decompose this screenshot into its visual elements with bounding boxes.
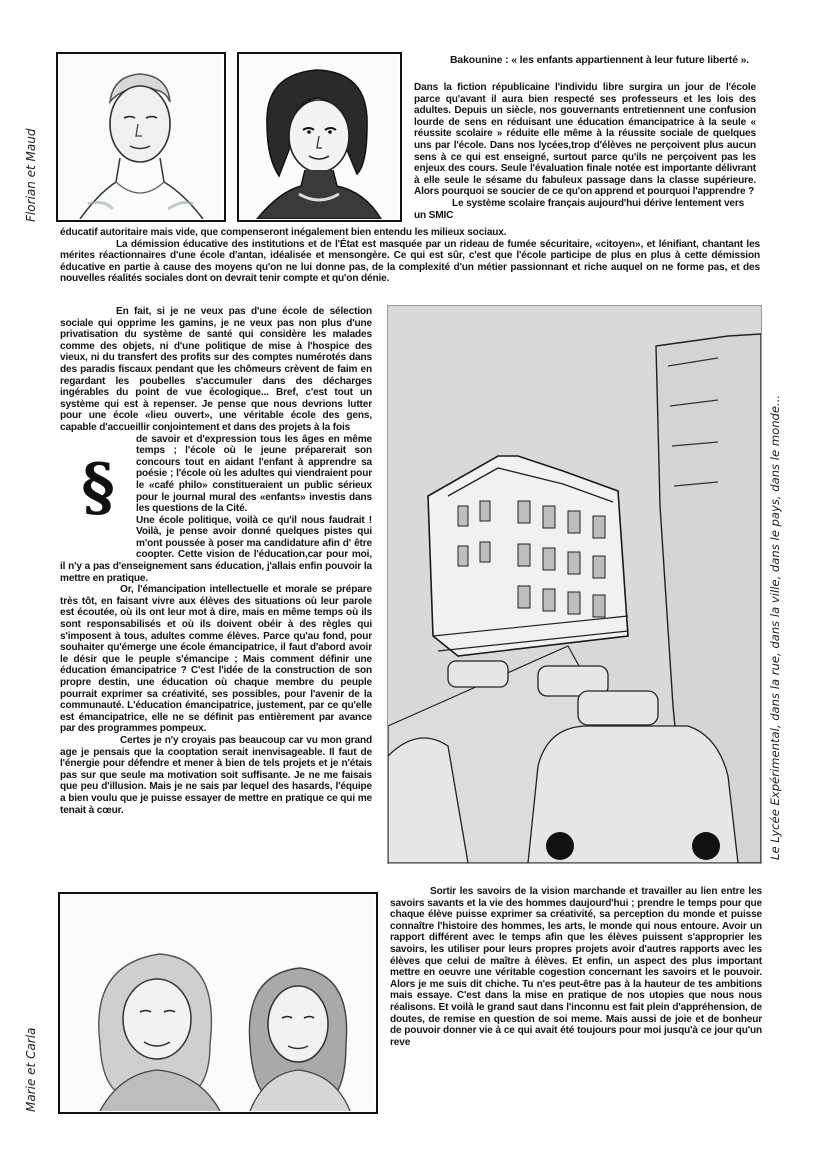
paragraph-ecole-politique: Une école politique, voilà ce qu'il nous faudrait ! Voilà, je pense avoir donné quelques pistes qui m'ont poussée à poser ma candidature afin d' être coopter. Cette vision de l'éducation,car pour moi, il n'y a pas d'enseignement sans éducation, j'allais enfin pouvoir la mettre en pratique. [60,514,372,584]
paragraph-sortir: Sortir les savoirs de la vision marchande et travailler au lien entre les savoirs savants et la vie des hommes daujourd'hui ; prendre le temps pour que chaque élève puisse exprimer sa créativité, sa perception du monde et puisse connaître l'histoire des hommes, les arts, le monde qui nous entoure. Avoir un rapport différent avec le temps afin que les élèves puissent s'approprier les savoirs, les utiliser pour leurs propres projets avoir d'autres rapports avec les élèves que celui de maître à élèves. Et enfin, un aspect des plus important mettre en oeuvre une véritable cogestion concernant les savoirs et le pouvoir. Alors je me suis dit chiche. Tu n'es peut-être pas à la hauteur de tes ambitions mais essaye. C'est dans la mise en pratique de nos utopies que nous nous réalisons. Et voilà le grand saut dans l'inconnu est fait plein d'appréhension, de doutes, de remise en question de soi meme. Mais aussi de joie et de bonheur de pouvoir donner vie à ce qui avait été toujours pour moi jusqu'à ce jour qu'un reve [390,886,762,1048]
portrait-florian [56,52,226,222]
paragraph-savoir: de savoir et d'expression tous les âges en même temps ; l'école où le jeune préparerait son concours tout en aidant l'enfant à apprendre sa poésie ; l'école où les adultes qui viendraient pour le «café philo» constitueraient un public sérieux pour le journal mural des «enfants» investis dans les questions de la Cité. [136,433,372,515]
text-block-wide [60,227,760,285]
text-block-bottom [390,886,762,1048]
paragraph-demission: La démission éducative des institutions et de l'État est masquée par un rideau de fumée sécuritaire, «citoyen», et lénifiant, chantant les mérites réactionnaires d'une école d'antan, idéalisée et mensongère. Ce qui est sûr, c'est que l'école participe de plus en plus à cette démission éducative en partie à cause des moyens qu'on ne lui donne pas, de la complexité d'un métier passionnant et riche auquel on ne forme pas, et des nouvelles réalités sociales dont on devrait tenir compte et qu'on dénie. [60,238,760,285]
portrait-florian-drawing [58,54,223,219]
text-block-top [414,82,756,221]
section-mark-icon: § [81,449,115,525]
paragraph-systeme: Le système scolaire français aujourd'hui dérive lentement vers un SMIC [414,197,745,221]
portrait-maud [237,52,402,222]
quote-text: : « les enfants appartiennent à leur future liberté ». [502,54,750,66]
paragraph-fiction: Dans la fiction républicaine l'individu libre surgira un jour de l'école parce qu'avant il aura bien respecté ses professeurs et les lois des adultes. Depuis un siècle, nos gouvernants entretiennent une confusion lourde de sens en réduisant une éducation émancipatrice à la seule « réussite scolaire » réduite elle même à la réussite sociale de quelques uns par l'école. Dans nos lycées,trop d'élèves ne perçoivent plus aucun sens à ce qui est enseigné, surtout parce qu'ils ne perçoivent pas les enjeux des cours. Seule l'évaluation finale notée est importante délivrant à elle seule le sésame du fabuleux passage dans la classe supérieure. Alors pourquoi se soucier de ce qu'on apprend et pourquoi l'apprendre ? [414,82,756,198]
quote-line [450,55,760,67]
portrait-marie-carla-drawing [60,894,375,1111]
text-block-left [60,306,372,816]
paragraph-emancipation: Or, l'émancipation intellectuelle et morale se prépare très tôt, en faisant vivre aux élèves des situations où leur parole est écoutée, où ils ont leur mot à dire, mais en même temps où ils sont responsabilisés et où ils doivent obéir à des règles qui s'imposent à tous, adultes comme élèves. Parce qu'au fond, pour souhaiter qu'émerge une école émancipatrice, il faut d'abord avoir le désir que le peuple s'émancipe ; Mais comment définir une éducation émancipatrice ? C'est l'idée de la construction de son propre destin, une éducation où chaque membre du peuple pourrait exprimer sa créativité, ses possibles, pour l'avenir de la communauté. L'éducation émancipatrice, justement, par ce qu'elle est émancipatrice, elle ne se définit pas entièrement par avance par des programmes pompeux. [60,584,372,735]
caption-lycee: Le Lycée Expérimental, dans la rue, dans la ville, dans le pays, dans le monde... [768,394,782,860]
building-drawing [388,306,761,863]
section-wrap [60,433,372,525]
quote-author: Bakounine [450,54,503,66]
portrait-maud-drawing [239,54,399,219]
caption-florian-maud: Florian et Maud [24,128,38,222]
paragraph-en-fait: En fait, si je ne veux pas d'une école de sélection sociale qui opprime les gamins, je ne veux pas non plus d'une privatisation du système de santé qui considère les malades comme des objets, ni d'une politique de mise à l'hospice des vieux, ni du transfert des profits sur des comptes numérotés dans des paradis fiscaux pendant que les chômeurs crèvent de faim en regardant les poubelles s'accumuler dans des décharges ingérables du point de vue écologique... Bref, c'est tout un système qui est à repenser. Je pense que nous devrions lutter pour une école «lieu ouvert», une véritable école des gens, capable d'accueillir conjointement et dans des projets à la fois [60,306,372,433]
caption-marie-carla: Marie et Carla [24,1027,38,1112]
paragraph-educatif: éducatif autoritaire mais vide, que compenseront inégalement bien entendu les milieux sociaux. [60,227,507,238]
building-illustration [387,305,762,864]
portrait-marie-carla [58,892,378,1114]
paragraph-certes: Certes je n'y croyais pas beaucoup car vu mon grand age je pensais que la cooptation serait inenvisageable. Il faut de l'énergie pour défendre et mener à bien de tels projets et je n'étais pas sur que seule ma motivation soit suffisante. Je ne me faisais que peu d'illusion. Mais je ne sais par lequel des hasards, l'équipe a bien voulu que je puisse essayer de mettre en pratique ce qui me tenait à cœur. [60,734,372,816]
